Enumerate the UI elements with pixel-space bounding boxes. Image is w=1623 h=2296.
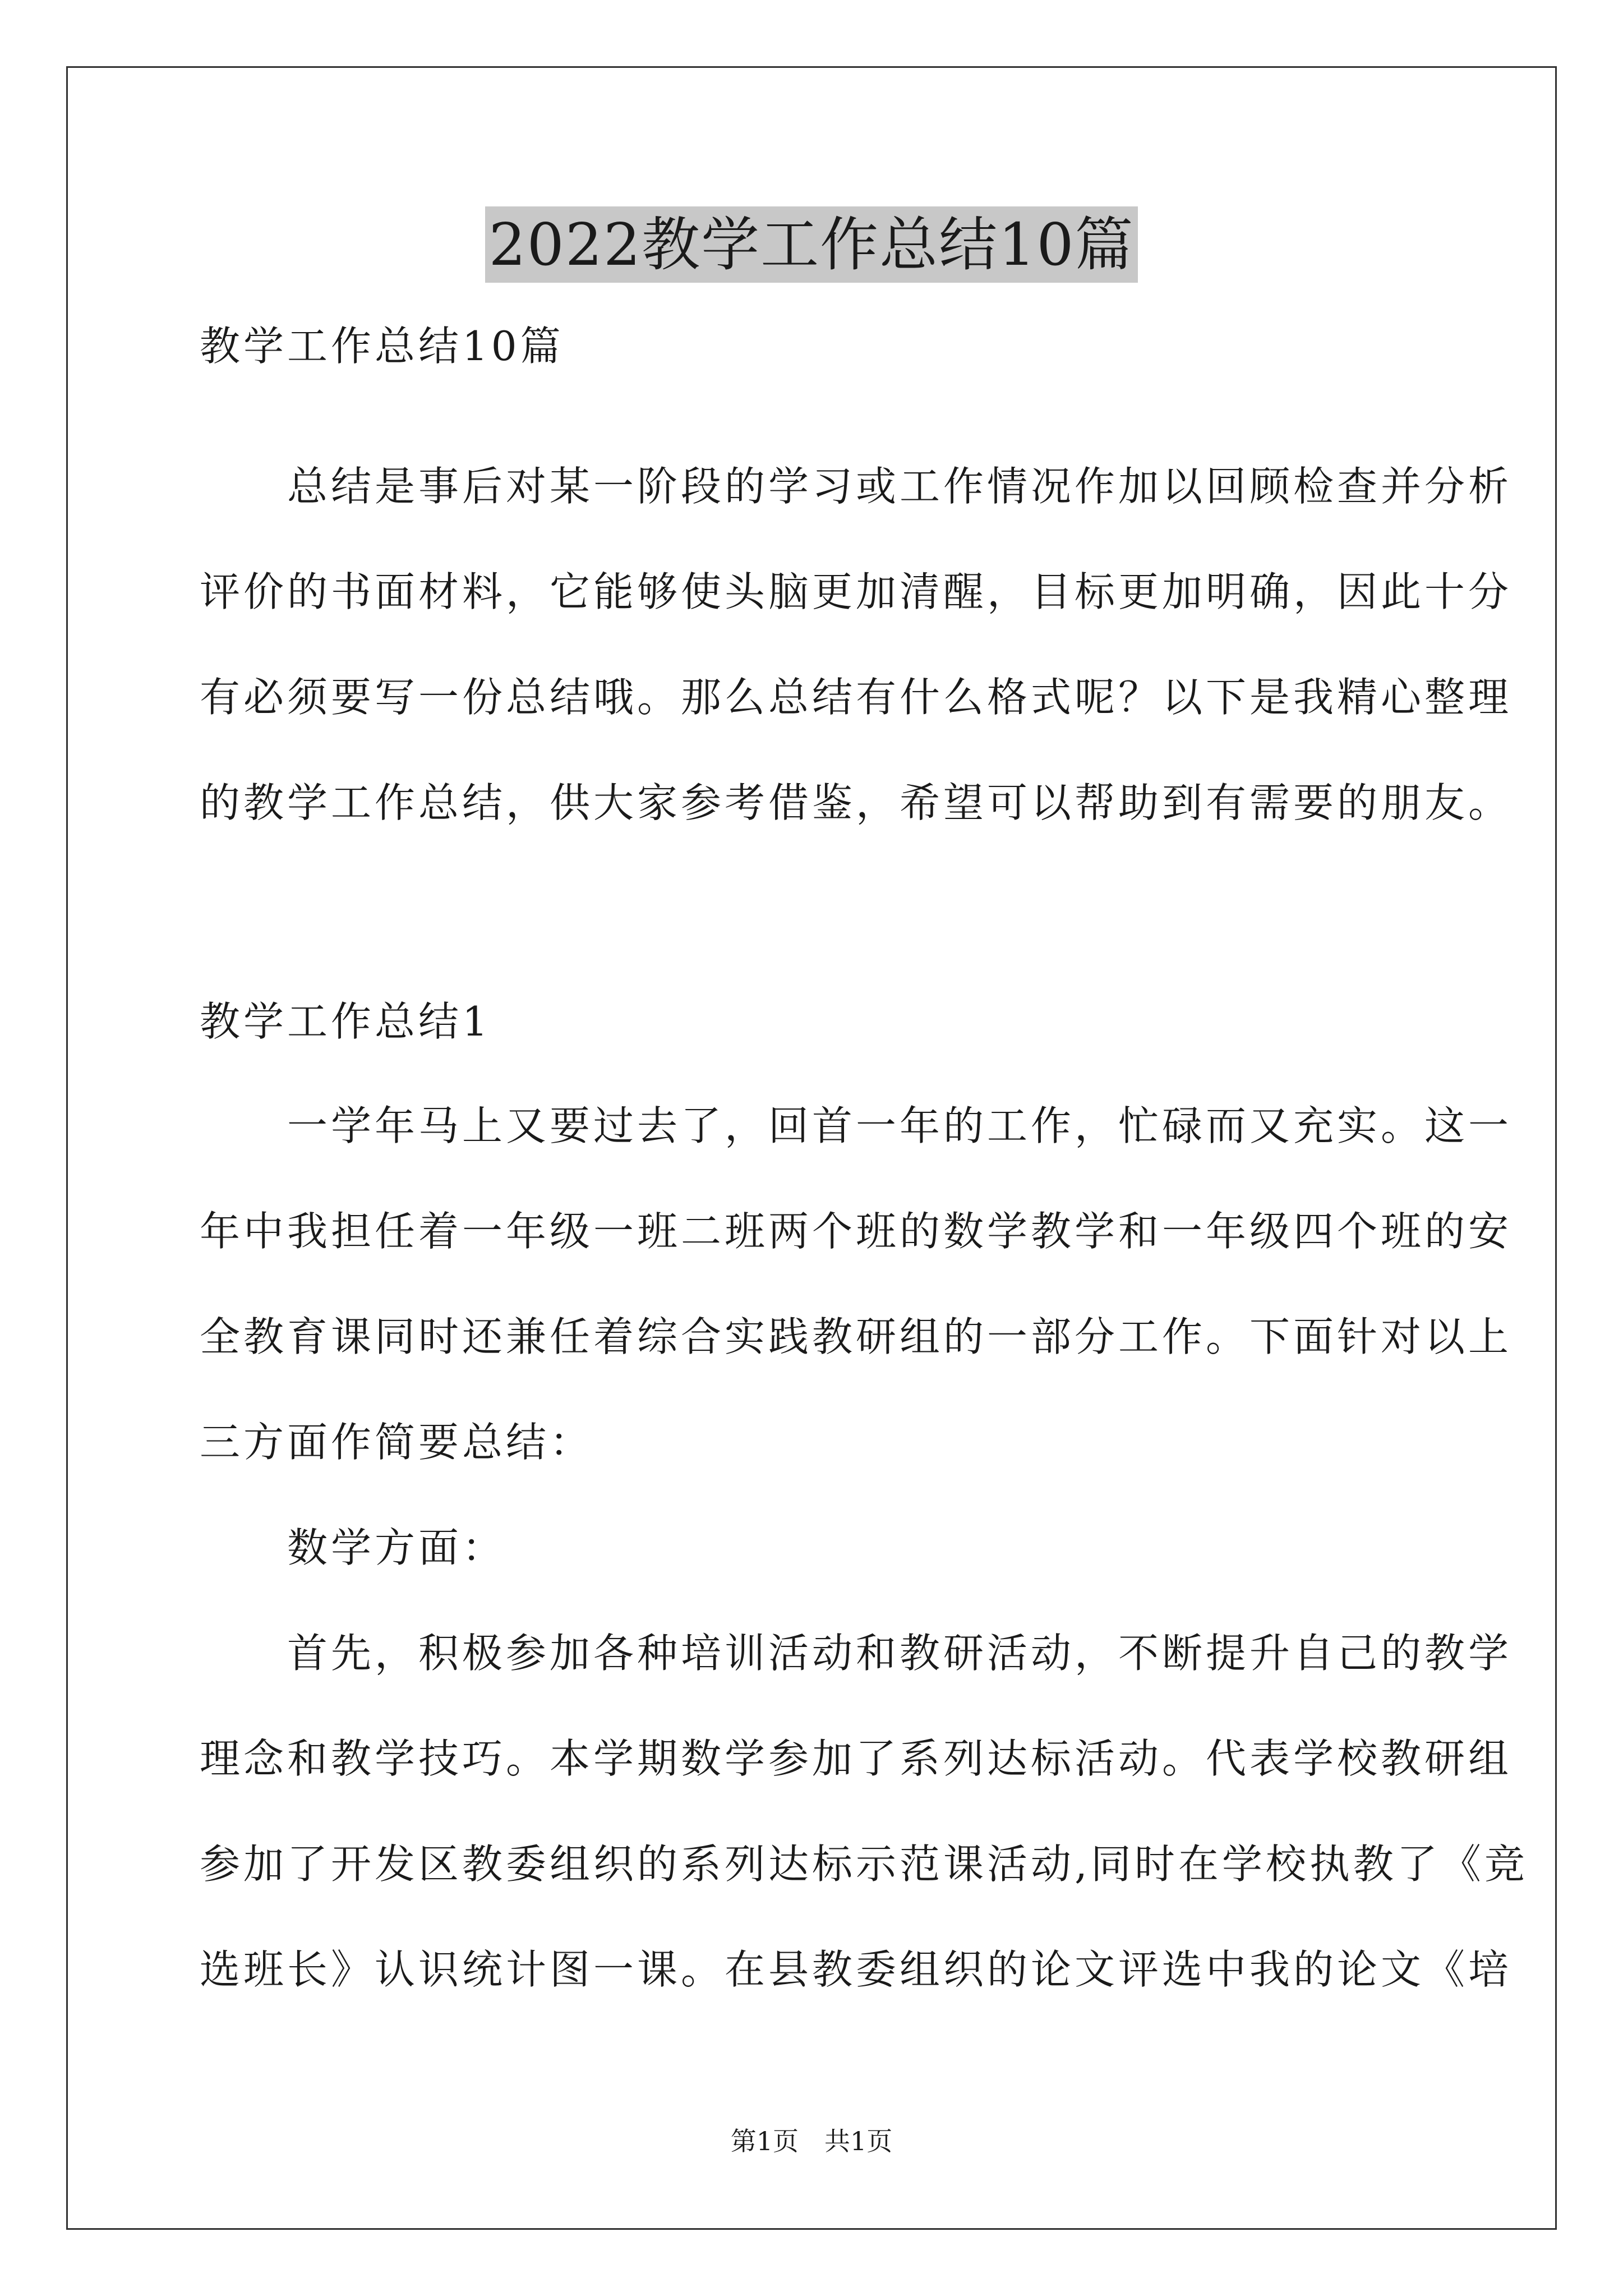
paragraph-line: 总结是事后对某一阶段的学习或工作情况作加以回顾检查并分析: [200, 463, 1513, 510]
paragraph-line: 评价的书面材料，它能够使头脑更加清醒，目标更加明确，因此十分: [200, 568, 1513, 615]
paragraph-line: 的教学工作总结，供大家参考借鉴，希望可以帮助到有需要的朋友。: [200, 779, 1513, 826]
subsection-heading: 数学方面：: [200, 1524, 506, 1571]
document-title: 2022教学工作总结10篇: [485, 206, 1137, 283]
paragraph-line: 选班长》认识统计图一课。在县教委组织的论文评选中我的论文《培: [200, 1946, 1513, 1993]
paragraph-line: 年中我担任着一年级一班二班两个班的数学教学和一年级四个班的安: [200, 1208, 1513, 1255]
title-wrap: [0, 206, 1623, 283]
paragraph-line: 首先，积极参加各种培训活动和教研活动，不断提升自己的教学: [200, 1630, 1513, 1677]
paragraph-line: 有必须要写一份总结哦。那么总结有什么格式呢？以下是我精心整理: [200, 674, 1513, 721]
section-heading: 教学工作总结1: [200, 998, 491, 1045]
paragraph-line: 一学年马上又要过去了，回首一年的工作，忙碌而又充实。这一: [200, 1102, 1513, 1149]
paragraph-line: 全教育课同时还兼任着综合实践教研组的一部分工作。下面针对以上: [200, 1313, 1513, 1360]
page-footer: 第1页 共1页: [730, 2126, 893, 2156]
paragraph-line: 参加了开发区教委组织的系列达标示范课活动,同时在学校执教了《竞: [200, 1841, 1528, 1888]
section-heading: 教学工作总结10篇: [200, 323, 564, 370]
paragraph-line: 三方面作简要总结：: [200, 1419, 594, 1466]
paragraph-line: 理念和教学技巧。本学期数学参加了系列达标活动。代表学校教研组: [200, 1735, 1513, 1782]
